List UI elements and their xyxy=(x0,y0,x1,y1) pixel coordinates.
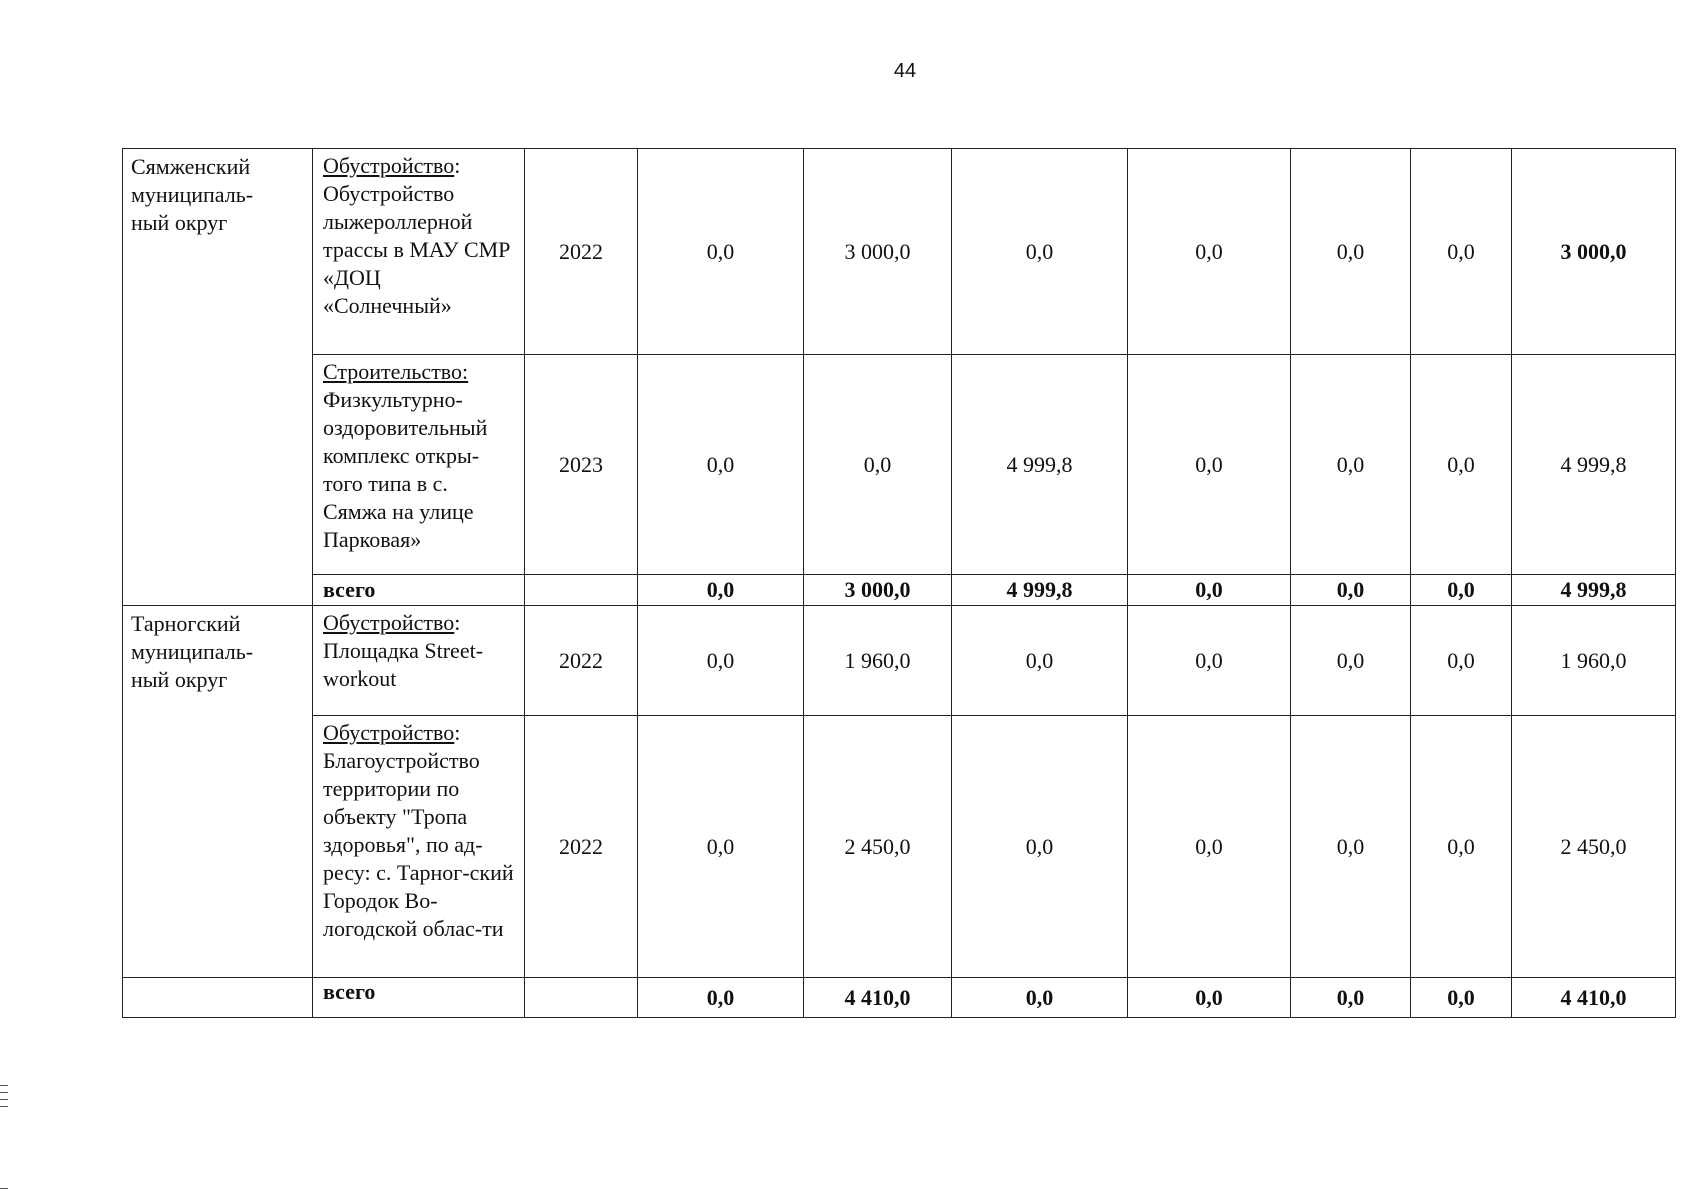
project-name: Физкультурно-оздоровительный комплекс откры-того типа в с. Сямжа на улице Парковая» xyxy=(323,387,488,552)
work-type: Строительство: xyxy=(323,359,469,384)
value-cell: 0,0 xyxy=(1411,716,1512,978)
project-description: Обустройство: Благоустройство территории по объекту "Тропа здоровья", по ад-ресу: с. Тарног-ский Городок Во-логодской облас-ти xyxy=(313,716,525,978)
scan-mark xyxy=(0,1188,8,1189)
value-cell: 0,0 xyxy=(1291,355,1411,575)
total-value-cell: 0,0 xyxy=(1411,575,1512,606)
project-description xyxy=(313,355,525,575)
total-label: всего xyxy=(313,978,525,1018)
value-cell: 0,0 xyxy=(1411,149,1512,355)
total-value-cell: 0,0 xyxy=(638,978,804,1018)
municipality-cell xyxy=(123,978,313,1018)
budget-table xyxy=(122,148,1676,1018)
year-cell xyxy=(525,978,638,1018)
value-cell: 0,0 xyxy=(1128,606,1291,716)
year-cell: 2022 xyxy=(525,149,638,355)
value-cell: 0,0 xyxy=(1128,716,1291,978)
value-cell: 0,0 xyxy=(1128,355,1291,575)
total-value-cell: 4 410,0 xyxy=(804,978,952,1018)
value-cell: 0,0 xyxy=(1411,355,1512,575)
scan-mark xyxy=(0,1092,8,1093)
total-value-cell: 0,0 xyxy=(1291,978,1411,1018)
year-cell xyxy=(525,575,638,606)
value-cell: 4 999,8 xyxy=(952,355,1128,575)
table-row xyxy=(123,606,1676,716)
value-cell: 0,0 xyxy=(952,606,1128,716)
value-cell: 0,0 xyxy=(952,716,1128,978)
year-cell: 2022 xyxy=(525,606,638,716)
value-cell: 0,0 xyxy=(638,149,804,355)
total-value-cell: 3 000,0 xyxy=(804,575,952,606)
value-cell: 2 450,0 xyxy=(804,716,952,978)
municipality-cell: Тарногский муниципаль- ный округ xyxy=(123,606,313,978)
work-type: Обустройство xyxy=(323,720,455,745)
value-cell: 3 000,0 xyxy=(804,149,952,355)
page-number: 44 xyxy=(893,60,917,82)
total-value-cell: 4 999,8 xyxy=(952,575,1128,606)
table-row xyxy=(123,355,1676,575)
scan-mark xyxy=(0,1106,8,1107)
value-cell: 0,0 xyxy=(638,606,804,716)
total-row xyxy=(123,978,1676,1018)
scan-mark xyxy=(0,1085,8,1086)
value-cell: 0,0 xyxy=(1411,606,1512,716)
project-name: Площадка Street-workout xyxy=(323,638,484,691)
table-row xyxy=(123,149,1676,355)
year-cell: 2022 xyxy=(525,716,638,978)
municipality-cell: Сямженский муниципаль- ный округ xyxy=(123,149,313,606)
value-cell: 0,0 xyxy=(804,355,952,575)
year-cell: 2023 xyxy=(525,355,638,575)
project-description: Обустройство: Обустройство лыжероллерной трассы в МАУ СМР «ДОЦ «Солнечный» xyxy=(313,149,525,355)
value-cell: 0,0 xyxy=(638,355,804,575)
table-row xyxy=(123,716,1676,978)
value-cell: 0,0 xyxy=(1291,716,1411,978)
row-total-cell: 2 450,0 xyxy=(1512,716,1676,978)
total-value-cell: 0,0 xyxy=(952,978,1128,1018)
value-cell: 1 960,0 xyxy=(804,606,952,716)
total-value-cell: 0,0 xyxy=(638,575,804,606)
work-type: Обустройство xyxy=(323,153,455,178)
total-label: всего xyxy=(313,575,525,606)
scan-mark xyxy=(0,1099,8,1100)
grand-total-cell: 4 410,0 xyxy=(1512,978,1676,1018)
row-total-cell: 1 960,0 xyxy=(1512,606,1676,716)
row-total-cell: 3 000,0 xyxy=(1512,149,1676,355)
value-cell: 0,0 xyxy=(1291,149,1411,355)
total-value-cell: 0,0 xyxy=(1411,978,1512,1018)
value-cell: 0,0 xyxy=(1128,149,1291,355)
grand-total-cell: 4 999,8 xyxy=(1512,575,1676,606)
value-cell: 0,0 xyxy=(638,716,804,978)
total-value-cell: 0,0 xyxy=(1128,575,1291,606)
project-name: Благоустройство территории по объекту "Тропа здоровья", по ад-ресу: с. Тарног-ский Городок Во-логодской облас-ти xyxy=(323,748,514,941)
total-row xyxy=(123,575,1676,606)
total-value-cell: 0,0 xyxy=(1128,978,1291,1018)
value-cell: 0,0 xyxy=(1291,606,1411,716)
value-cell: 0,0 xyxy=(952,149,1128,355)
work-type: Обустройство xyxy=(323,610,455,635)
project-name: Обустройство лыжероллерной трассы в МАУ СМР «ДОЦ «Солнечный» xyxy=(323,181,511,318)
total-value-cell: 0,0 xyxy=(1291,575,1411,606)
project-description: Обустройство: Площадка Street-workout xyxy=(313,606,525,716)
row-total-cell: 4 999,8 xyxy=(1512,355,1676,575)
